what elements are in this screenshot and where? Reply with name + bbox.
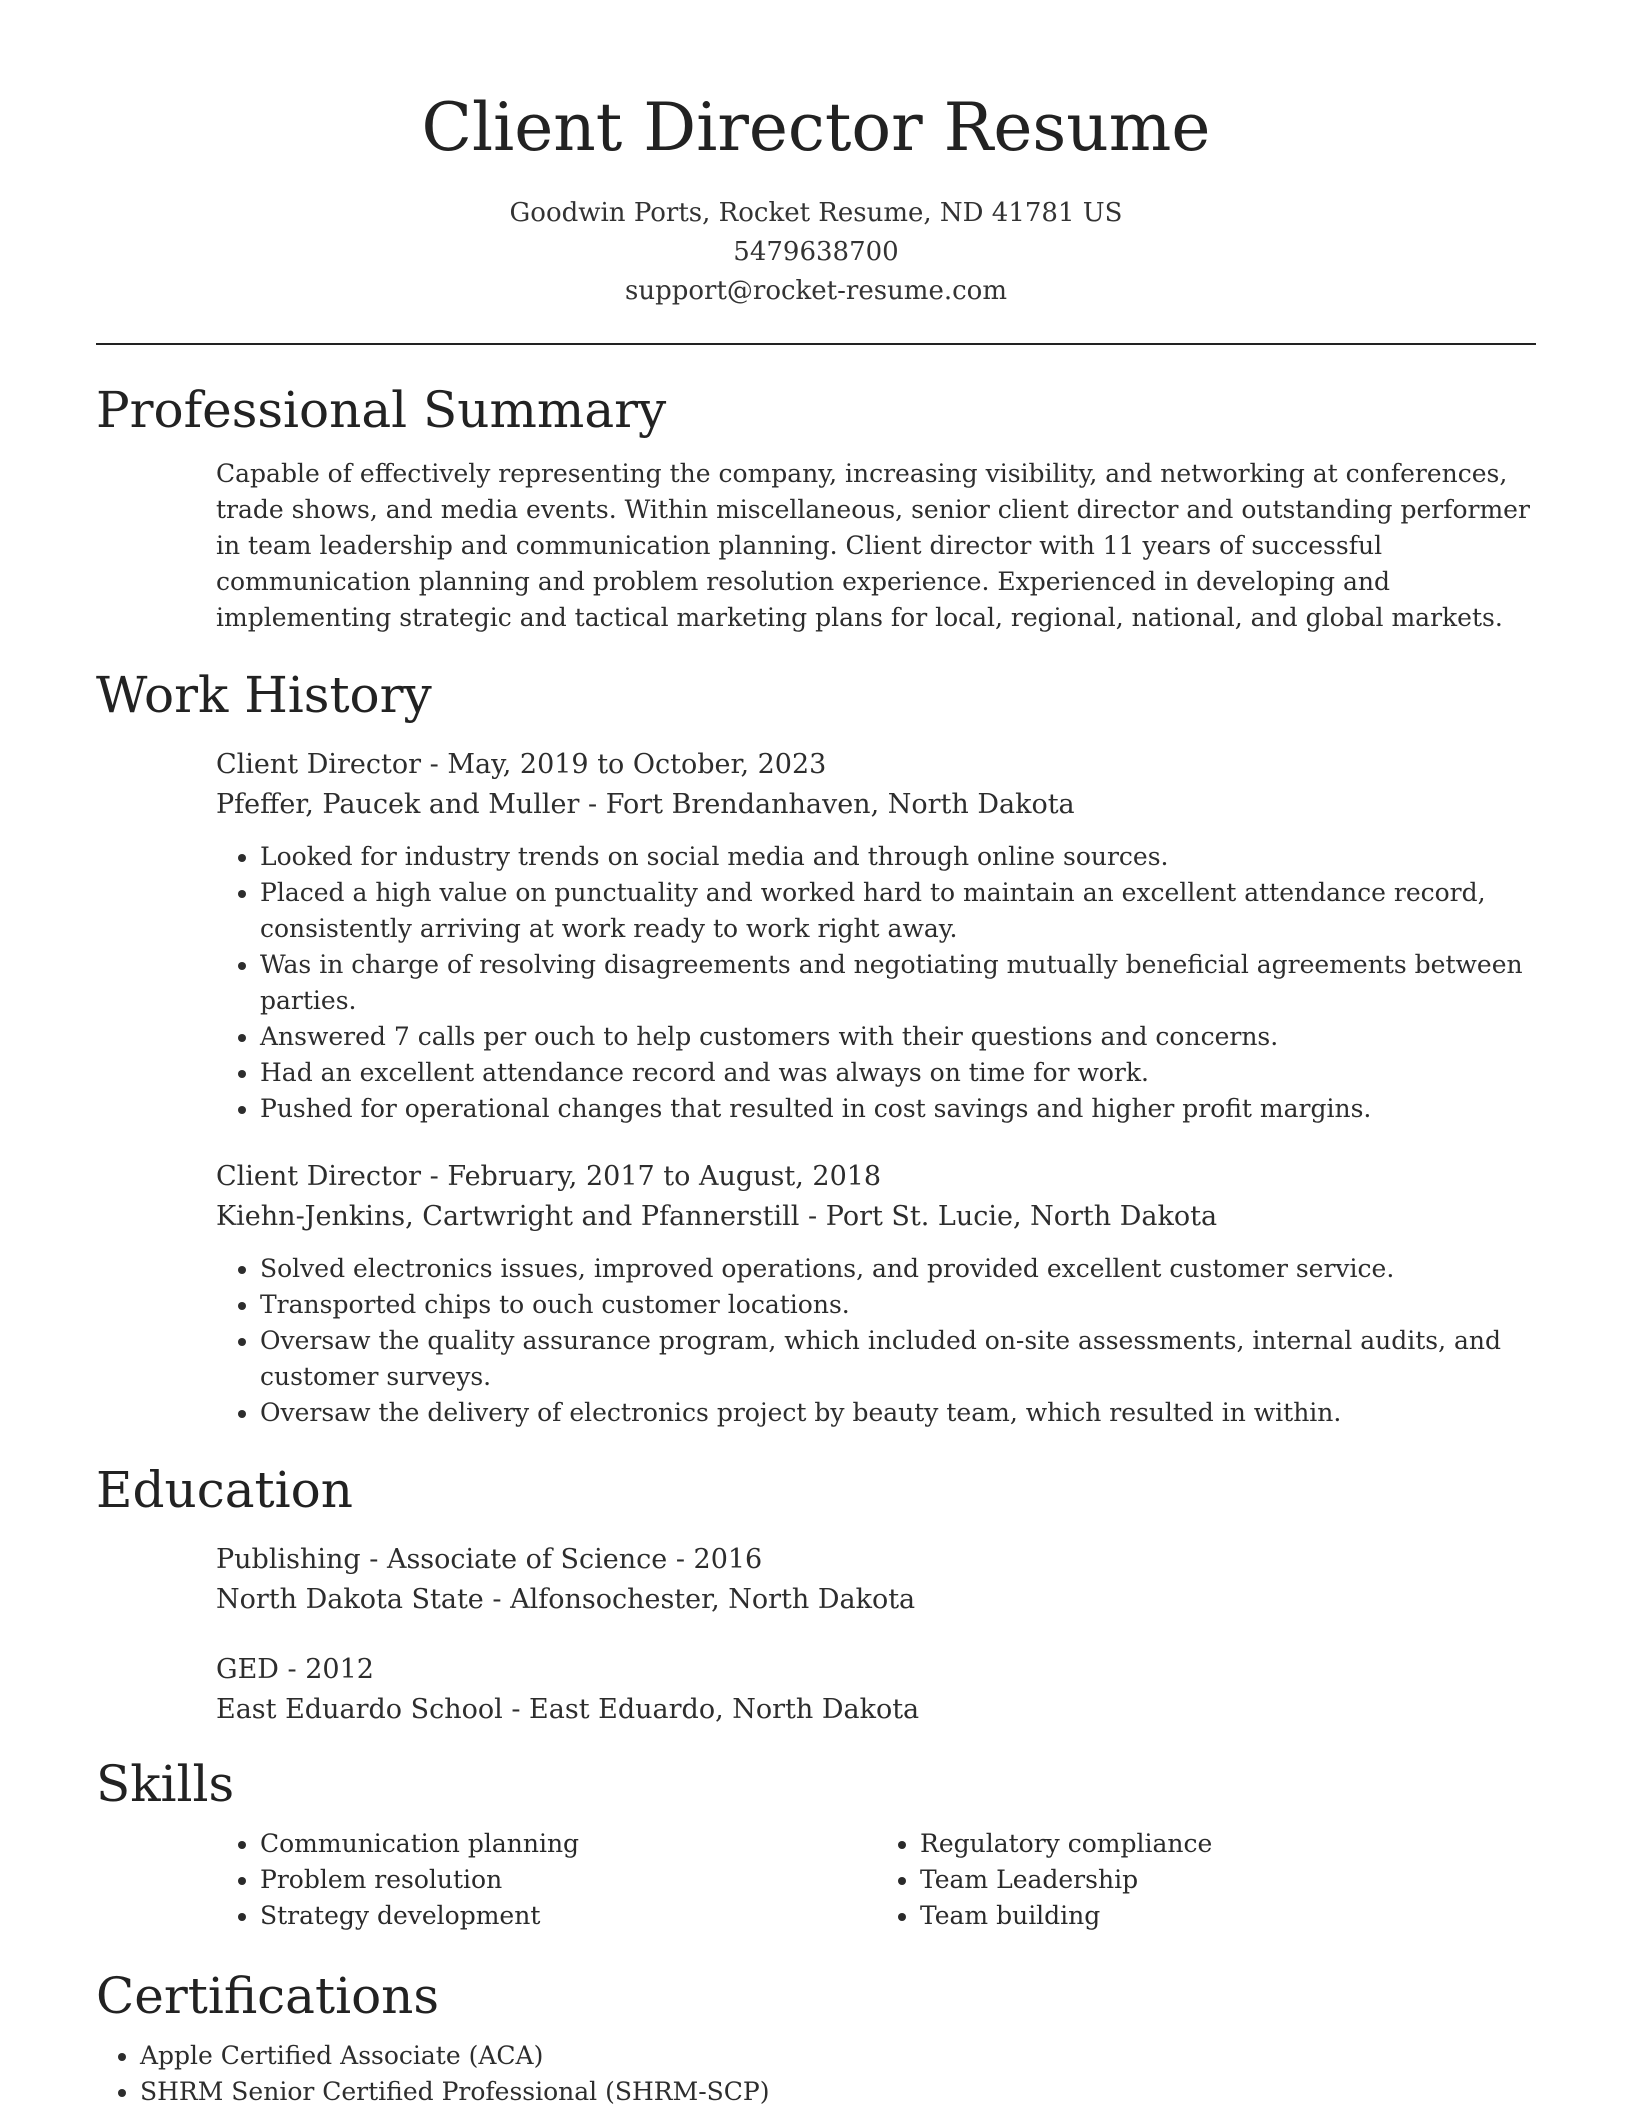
skills-section xyxy=(96,1752,1536,1934)
list-item: • Communication planning xyxy=(260,1826,876,1862)
job-company: Pfeffer, Paucek and Muller xyxy=(216,789,580,820)
list-item: • Regulatory compliance xyxy=(920,1826,1536,1862)
education-degree: Publishing - Associate of Science - 2016 xyxy=(216,1544,763,1575)
list-item: • Had an excellent attendance record and was always on time for work. xyxy=(260,1055,1536,1091)
job-dates: - February, 2017 to August, 2018 xyxy=(421,1161,882,1192)
certifications-heading: Certifications xyxy=(96,1967,440,2025)
job-company: Kiehn-Jenkins, Cartwright and Pfannerstill xyxy=(216,1201,800,1232)
summary-section xyxy=(96,378,1536,636)
resume-title: Client Director Resume xyxy=(421,89,1211,166)
job-entry xyxy=(216,745,1536,1127)
job-bullets xyxy=(216,1251,1536,1431)
list-item: • Looked for industry trends on social media and through online sources. xyxy=(260,839,1536,875)
address: Goodwin Ports, Rocket Resume, ND 41781 US xyxy=(509,198,1123,228)
skills-column-right xyxy=(876,1826,1536,1934)
education-degree: GED - 2012 xyxy=(216,1654,374,1685)
job-title-line xyxy=(216,745,1536,785)
work-heading: Work History xyxy=(96,666,432,724)
education-entry xyxy=(216,1540,1536,1620)
education-entry xyxy=(216,1650,1536,1730)
list-item: • Pushed for operational changes that resulted in cost savings and higher profit margins. xyxy=(260,1091,1536,1127)
education-location: - East Eduardo, North Dakota xyxy=(502,1694,920,1725)
list-item: • Team building xyxy=(920,1898,1536,1934)
summary-heading: Professional Summary xyxy=(96,381,667,439)
resume-header xyxy=(96,0,1536,311)
education-school: East Eduardo School xyxy=(216,1694,503,1725)
education-section xyxy=(96,1458,1536,1730)
certifications-list xyxy=(96,2038,1536,2110)
list-item: • Oversaw the quality assurance program, which included on-site assessments, internal audits, and customer surveys. xyxy=(260,1323,1536,1395)
summary-text: Capable of effectively representing the company, increasing visibility, and networking at conferences, trade shows, and media events. Within miscellaneous, senior client director and outstanding performer in team leadership and communication planning. Client director with 11 years of successful communication planning and problem resolution experience. Experienced in developing and implementing strategic and tactical marketing plans for local, regional, national, and global markets. xyxy=(216,459,1530,632)
job-role: Client Director xyxy=(216,749,422,780)
education-school-line xyxy=(216,1580,1536,1620)
certifications-section xyxy=(96,1964,1536,2110)
skills-column-left xyxy=(216,1826,876,1934)
education-location: - Alfonsochester, North Dakota xyxy=(483,1584,916,1615)
list-item: • Solved electronics issues, improved operations, and provided excellent customer service. xyxy=(260,1251,1536,1287)
job-entry xyxy=(216,1157,1536,1431)
list-item: • Placed a high value on punctuality and worked hard to maintain an excellent attendance record, consistently arriving at work ready to work right away. xyxy=(260,875,1536,947)
list-item: • Apple Certified Associate (ACA) xyxy=(140,2038,1536,2074)
job-company-line xyxy=(216,785,1536,825)
skills-grid xyxy=(216,1816,1536,1934)
job-bullets xyxy=(216,839,1536,1127)
contact-info xyxy=(96,194,1536,311)
email: support@rocket-resume.com xyxy=(624,276,1007,306)
education-school-line xyxy=(216,1690,1536,1730)
job-location: - Fort Brendanhaven, North Dakota xyxy=(579,789,1075,820)
list-item: • Team Leadership xyxy=(920,1862,1536,1898)
job-dates: - May, 2019 to October, 2023 xyxy=(421,749,827,780)
list-item: • Strategy development xyxy=(260,1898,876,1934)
list-item: • Problem resolution xyxy=(260,1862,876,1898)
list-item: • Answered 7 calls per ouch to help customers with their questions and concerns. xyxy=(260,1019,1536,1055)
list-item: • Was in charge of resolving disagreements and negotiating mutually beneficial agreements between parties. xyxy=(260,947,1536,1019)
education-heading: Education xyxy=(96,1461,353,1519)
work-section xyxy=(96,663,1536,1431)
list-item: • Transported chips to ouch customer locations. xyxy=(260,1287,1536,1323)
job-location: - Port St. Lucie, North Dakota xyxy=(799,1201,1218,1232)
list-item: • Oversaw the delivery of electronics project by beauty team, which resulted in within. xyxy=(260,1395,1536,1431)
job-company-line xyxy=(216,1197,1536,1237)
skills-heading: Skills xyxy=(96,1755,235,1813)
job-role: Client Director xyxy=(216,1161,422,1192)
education-school: North Dakota State xyxy=(216,1584,484,1615)
header-divider xyxy=(96,343,1536,345)
list-item: • SHRM Senior Certified Professional (SHRM-SCP) xyxy=(140,2074,1536,2110)
job-title-line xyxy=(216,1157,1536,1197)
phone: 5479638700 xyxy=(733,237,899,267)
